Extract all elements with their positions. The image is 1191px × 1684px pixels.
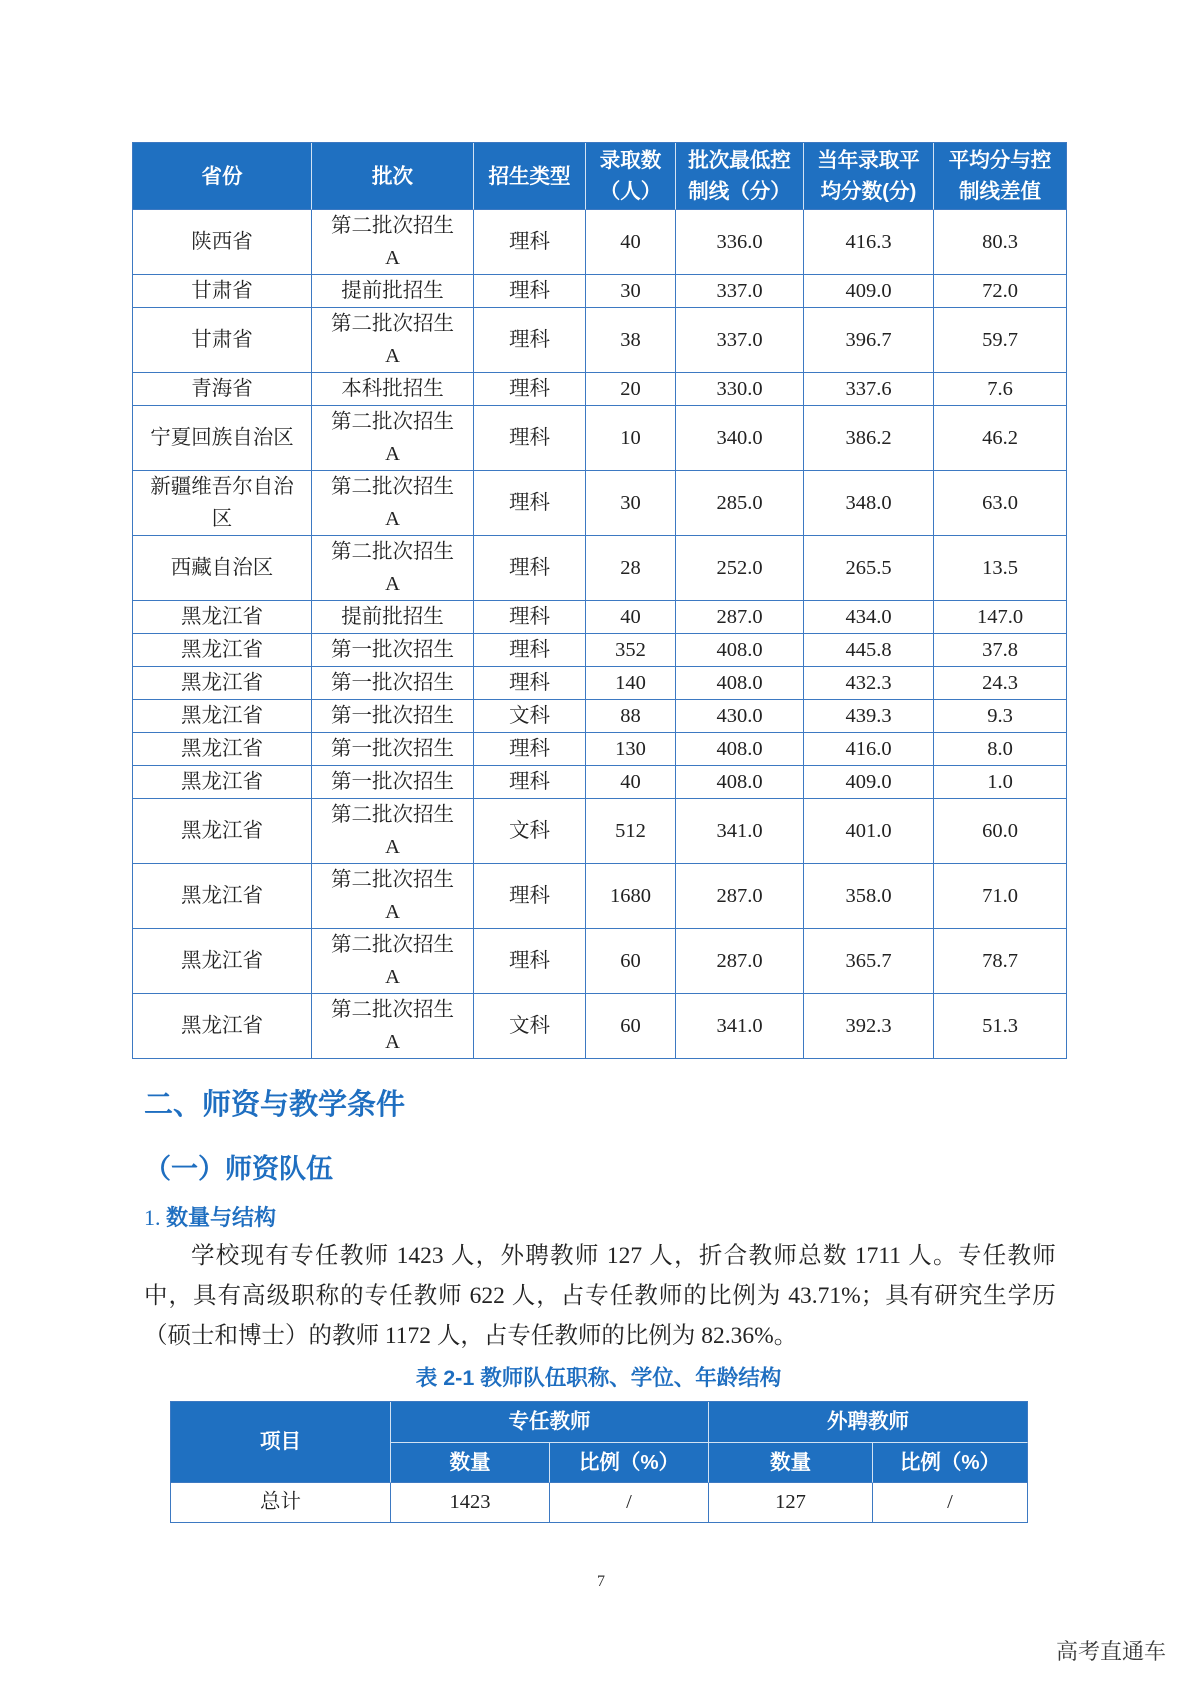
control-line-cell: 408.0 [676,667,804,700]
header-fulltime-ratio: 比例（%） [550,1443,709,1483]
batch-cell: 第二批次招生A [312,929,474,994]
batch-cell: 第一批次招生 [312,733,474,766]
average-score-cell: 358.0 [804,864,934,929]
province-cell: 黑龙江省 [133,667,312,700]
teacher-structure-table [170,1401,1028,1523]
admitted-count-cell: 30 [586,275,676,308]
type-cell: 理科 [474,373,586,406]
batch-cell: 第二批次招生A [312,406,474,471]
admitted-count-cell: 38 [586,308,676,373]
type-cell: 理科 [474,275,586,308]
admitted-count-cell: 40 [586,766,676,799]
table-row [171,1483,1028,1523]
type-cell: 理科 [474,864,586,929]
score-diff-cell: 71.0 [934,864,1067,929]
admitted-count-cell: 512 [586,799,676,864]
score-diff-cell: 13.5 [934,536,1067,601]
control-line-cell: 341.0 [676,799,804,864]
score-diff-cell: 24.3 [934,667,1067,700]
header-external-teachers: 外聘教师 [709,1402,1028,1443]
control-line-cell: 340.0 [676,406,804,471]
table-row [133,766,1067,799]
external-ratio-cell: / [873,1483,1028,1523]
province-cell: 黑龙江省 [133,766,312,799]
average-score-cell: 396.7 [804,308,934,373]
fulltime-ratio-cell: / [550,1483,709,1523]
province-cell: 甘肃省 [133,275,312,308]
province-cell: 黑龙江省 [133,799,312,864]
table-row [133,373,1067,406]
admitted-count-cell: 130 [586,733,676,766]
type-cell: 理科 [474,929,586,994]
subsubsection-title: 数量与结构 [166,1205,277,1230]
admitted-count-cell: 40 [586,210,676,275]
batch-cell: 提前批招生 [312,275,474,308]
control-line-cell: 287.0 [676,601,804,634]
province-cell: 黑龙江省 [133,994,312,1059]
control-line-cell: 285.0 [676,471,804,536]
province-cell: 甘肃省 [133,308,312,373]
admitted-count-cell: 30 [586,471,676,536]
province-cell: 西藏自治区 [133,536,312,601]
average-score-cell: 434.0 [804,601,934,634]
score-diff-cell: 46.2 [934,406,1067,471]
table-row [133,929,1067,994]
type-cell: 理科 [474,634,586,667]
score-diff-cell: 7.6 [934,373,1067,406]
province-cell: 黑龙江省 [133,733,312,766]
province-cell: 黑龙江省 [133,601,312,634]
table-row [133,667,1067,700]
batch-cell: 第二批次招生A [312,536,474,601]
header-item: 项目 [171,1402,391,1483]
batch-cell: 第二批次招生A [312,799,474,864]
control-line-cell: 336.0 [676,210,804,275]
control-line-cell: 252.0 [676,536,804,601]
score-diff-cell: 147.0 [934,601,1067,634]
score-diff-cell: 78.7 [934,929,1067,994]
header-batch: 批次 [312,143,474,210]
type-cell: 文科 [474,700,586,733]
admitted-count-cell: 28 [586,536,676,601]
score-diff-cell: 51.3 [934,994,1067,1059]
table-row [133,471,1067,536]
control-line-cell: 330.0 [676,373,804,406]
item-cell: 总计 [171,1483,391,1523]
average-score-cell: 432.3 [804,667,934,700]
score-diff-cell: 72.0 [934,275,1067,308]
province-cell: 陕西省 [133,210,312,275]
batch-cell: 第二批次招生A [312,471,474,536]
control-line-cell: 337.0 [676,308,804,373]
average-score-cell: 409.0 [804,766,934,799]
admitted-count-cell: 60 [586,994,676,1059]
admitted-count-cell: 40 [586,601,676,634]
admitted-count-cell: 140 [586,667,676,700]
province-cell: 黑龙江省 [133,864,312,929]
table-row [133,406,1067,471]
score-diff-cell: 8.0 [934,733,1067,766]
average-score-cell: 386.2 [804,406,934,471]
batch-cell: 第二批次招生A [312,210,474,275]
average-score-cell: 445.8 [804,634,934,667]
type-cell: 理科 [474,667,586,700]
control-line-cell: 408.0 [676,733,804,766]
average-score-cell: 439.3 [804,700,934,733]
average-score-cell: 337.6 [804,373,934,406]
control-line-cell: 408.0 [676,766,804,799]
batch-cell: 第二批次招生A [312,308,474,373]
page-number: 7 [597,1573,605,1590]
header-external-ratio: 比例（%） [873,1443,1028,1483]
batch-cell: 提前批招生 [312,601,474,634]
table-row [133,634,1067,667]
subsection-title: （一）师资队伍 [144,1154,333,1184]
admission-score-table [132,142,1067,1059]
province-cell: 新疆维吾尔自治区 [133,471,312,536]
header-average-score: 当年录取平均分数(分) [804,143,934,210]
admitted-count-cell: 1680 [586,864,676,929]
type-cell: 理科 [474,471,586,536]
average-score-cell: 348.0 [804,471,934,536]
table-header-row [171,1402,1028,1443]
type-cell: 文科 [474,799,586,864]
watermark-text: 高考直通车 [1056,1639,1167,1664]
average-score-cell: 416.0 [804,733,934,766]
batch-cell: 第一批次招生 [312,667,474,700]
body-paragraph: 学校现有专任教师 1423 人，外聘教师 127 人，折合教师总数 1711 人。专任教师中，具有高级职称的专任教师 622 人，占专任教师的比例为 43.71%；具有研究生学历（硕士和博士）的教师 1172 人，占专任教师的比例为 82.36%。 [144,1243,1056,1349]
fulltime-count-cell: 1423 [391,1483,550,1523]
score-diff-cell: 59.7 [934,308,1067,373]
type-cell: 理科 [474,210,586,275]
province-cell: 黑龙江省 [133,634,312,667]
admitted-count-cell: 352 [586,634,676,667]
score-diff-cell: 80.3 [934,210,1067,275]
batch-cell: 第一批次招生 [312,700,474,733]
table-header-row [133,143,1067,210]
control-line-cell: 287.0 [676,864,804,929]
control-line-cell: 287.0 [676,929,804,994]
type-cell: 理科 [474,601,586,634]
province-cell: 青海省 [133,373,312,406]
province-cell: 宁夏回族自治区 [133,406,312,471]
type-cell: 理科 [474,406,586,471]
table-row [133,994,1067,1059]
table-row [133,799,1067,864]
type-cell: 理科 [474,766,586,799]
header-admitted-count: 录取数（人） [586,143,676,210]
header-type: 招生类型 [474,143,586,210]
table-caption: 表 2-1 教师队伍职称、学位、年龄结构 [415,1366,782,1390]
type-cell: 理科 [474,536,586,601]
header-external-count: 数量 [709,1443,873,1483]
table-row [133,536,1067,601]
average-score-cell: 409.0 [804,275,934,308]
average-score-cell: 265.5 [804,536,934,601]
average-score-cell: 401.0 [804,799,934,864]
type-cell: 理科 [474,308,586,373]
table-row [133,308,1067,373]
subsubsection-heading [144,1202,276,1234]
score-diff-cell: 37.8 [934,634,1067,667]
control-line-cell: 408.0 [676,634,804,667]
score-diff-cell: 63.0 [934,471,1067,536]
section-title: 二、师资与教学条件 [144,1089,406,1121]
header-control-line: 批次最低控制线（分） [676,143,804,210]
table-row [133,700,1067,733]
admitted-count-cell: 10 [586,406,676,471]
score-diff-cell: 60.0 [934,799,1067,864]
average-score-cell: 392.3 [804,994,934,1059]
subsubsection-number: 1. [144,1205,161,1230]
batch-cell: 第二批次招生A [312,864,474,929]
province-cell: 黑龙江省 [133,700,312,733]
control-line-cell: 430.0 [676,700,804,733]
admitted-count-cell: 20 [586,373,676,406]
average-score-cell: 365.7 [804,929,934,994]
score-diff-cell: 1.0 [934,766,1067,799]
score-diff-cell: 9.3 [934,700,1067,733]
admitted-count-cell: 60 [586,929,676,994]
province-cell: 黑龙江省 [133,929,312,994]
external-count-cell: 127 [709,1483,873,1523]
table-row [133,275,1067,308]
table-row [133,864,1067,929]
type-cell: 文科 [474,994,586,1059]
header-province: 省份 [133,143,312,210]
table-row [133,733,1067,766]
average-score-cell: 416.3 [804,210,934,275]
batch-cell: 本科批招生 [312,373,474,406]
control-line-cell: 337.0 [676,275,804,308]
header-fulltime-count: 数量 [391,1443,550,1483]
batch-cell: 第一批次招生 [312,766,474,799]
table-row [133,601,1067,634]
table-row [133,210,1067,275]
header-fulltime-teachers: 专任教师 [391,1402,709,1443]
type-cell: 理科 [474,733,586,766]
header-score-diff: 平均分与控制线差值 [934,143,1067,210]
control-line-cell: 341.0 [676,994,804,1059]
batch-cell: 第一批次招生 [312,634,474,667]
admitted-count-cell: 88 [586,700,676,733]
batch-cell: 第二批次招生A [312,994,474,1059]
